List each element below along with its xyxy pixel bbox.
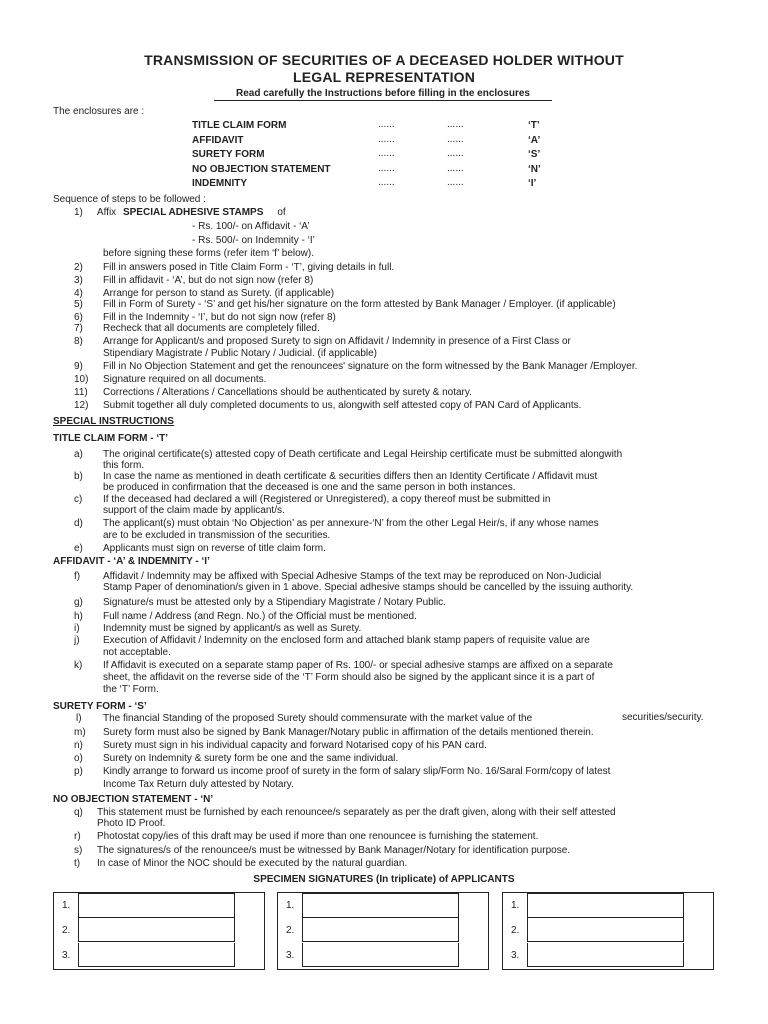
- item-text: Fill in answers posed in Title Claim Form - ‘T’, giving details in full.: [103, 262, 395, 273]
- signature-field[interactable]: [527, 918, 684, 942]
- item-text: Surety on Indemnity & surety form be one and the same individual.: [103, 753, 399, 764]
- enclosure-dots: ......: [378, 119, 395, 130]
- signature-row: [278, 893, 488, 918]
- item-text: If the deceased had declared a will (Registered or Unregistered), a copy thereof must be submitted in: [103, 494, 551, 505]
- surety-item-l: [76, 713, 82, 725]
- signature-row: [278, 943, 488, 968]
- item-text: Photostat copy/ies of this draft may be used if more than one renouncee is furnishing the statement.: [97, 831, 539, 842]
- step-1-sub-2: - Rs. 500/- on Indemnity - ‘I’: [192, 235, 315, 246]
- item-number: p): [74, 766, 83, 777]
- item-text: Kindly arrange to forward us income proof of surety in the form of salary slip/Form No. 16/Saral Form/copy of latest: [103, 766, 611, 777]
- surety-item-l-tail: securities/security.: [622, 712, 704, 723]
- signature-row: [278, 918, 488, 943]
- document-title-line2: LEGAL REPRESENTATION: [292, 69, 476, 85]
- item-text: are to be excluded in transmission of the securities.: [103, 530, 331, 541]
- item-text: Surety form must also be signed by Bank Manager/Notary public in affirmation of the details mentioned therein.: [103, 727, 594, 738]
- enclosure-dots: ......: [378, 162, 395, 174]
- item-text: Stipendiary Magistrate / Public Notary / Judicial. (if applicable): [103, 348, 378, 359]
- specimen-signatures-heading: SPECIMEN SIGNATURES (In triplicate) of APPLICANTS: [253, 874, 515, 885]
- signature-field[interactable]: [78, 893, 235, 918]
- enclosure-dots: ......: [378, 133, 395, 145]
- signature-box: [53, 892, 265, 970]
- step-number: 1): [74, 207, 83, 218]
- step-text-tail: of: [277, 207, 286, 218]
- surety-item-l-text: The financial Standing of the proposed Surety should commensurate with the market value of the: [103, 713, 533, 724]
- item-text: Fill in Form of Surety - ‘S’ and get his/her signature on the form attested by Bank Manager / Employer. (if applicable): [103, 299, 616, 310]
- enclosure-dots: ......: [378, 177, 395, 188]
- item-text: not acceptable.: [103, 647, 171, 658]
- item-text: Income Tax Return duly attested by Notary.: [103, 779, 294, 790]
- signature-field[interactable]: [78, 943, 235, 967]
- enclosure-dots: ......: [447, 148, 464, 159]
- item-text: Arrange for Applicant/s and proposed Surety to sign on Affidavit / Indemnity in presence of a First Class or: [103, 336, 571, 347]
- signature-field[interactable]: [527, 893, 684, 918]
- signature-row: [54, 893, 264, 918]
- item-number: l): [76, 713, 82, 724]
- item-number: 10): [74, 374, 89, 385]
- item-text: this form.: [103, 460, 145, 471]
- item-text: Submit together all duly completed documents to us, alongwith self attested copy of PAN Card of Applicants.: [103, 400, 582, 411]
- enclosure-dots: ......: [447, 133, 464, 145]
- item-text: Signature required on all documents.: [103, 374, 267, 385]
- signature-field[interactable]: [302, 918, 459, 942]
- item-text: Arrange for person to stand as Surety. (if applicable): [103, 288, 335, 299]
- enclosure-name: TITLE CLAIM FORM: [192, 120, 287, 131]
- item-text: support of the claim made by applicant/s.: [103, 505, 285, 516]
- affidavit-indemnity-heading: AFFIDAVIT - ‘A’ & INDEMNITY - ‘I’: [53, 556, 210, 567]
- item-number: q): [74, 807, 83, 818]
- title-claim-form-heading: TITLE CLAIM FORM - ‘T’: [53, 433, 168, 444]
- item-number: c): [74, 494, 83, 505]
- signature-number: 3.: [511, 950, 520, 961]
- item-text: Fill in affidavit - ‘A’, but do not sign now (refer 8): [103, 275, 314, 286]
- item-number: 5): [74, 299, 83, 310]
- item-text: Full name / Address (and Regn. No.) of the Official must be mentioned.: [103, 611, 417, 622]
- item-text: The applicant(s) must obtain ‘No Objection’ as per annexure-‘N’ from the other Legal Heir/s, if any whose names: [103, 518, 599, 529]
- item-text: In case of Minor the NOC should be executed by the natural guardian.: [97, 858, 408, 869]
- document-title-line1: TRANSMISSION OF SECURITIES OF A DECEASED HOLDER WITHOUT: [144, 52, 624, 68]
- signature-number: 1.: [511, 900, 520, 911]
- signature-row: [54, 943, 264, 968]
- surety-form-heading: SURETY FORM - ‘S’: [53, 701, 147, 712]
- item-number: e): [74, 543, 83, 554]
- item-number: b): [74, 471, 83, 482]
- item-text: Execution of Affidavit / Indemnity on the enclosed form and attached blank stamp papers of requisite value are: [103, 635, 590, 646]
- enclosure-dots: ......: [447, 162, 464, 174]
- signature-row: [503, 893, 713, 918]
- item-number: f): [74, 571, 81, 582]
- item-number: 11): [74, 387, 88, 398]
- item-text: Applicants must sign on reverse of title claim form.: [103, 543, 326, 554]
- signature-field[interactable]: [527, 943, 684, 967]
- item-number: g): [74, 597, 83, 608]
- item-number: 7): [74, 323, 83, 334]
- item-text: In case the name as mentioned in death certificate & securities differs then an Identity Certificate / Affidavit must: [103, 471, 598, 482]
- enclosure-name: NO OBJECTION STATEMENT: [192, 163, 331, 175]
- enclosure-dots: ......: [378, 148, 395, 159]
- enclosure-dots: ......: [447, 119, 464, 130]
- item-number: d): [74, 518, 83, 529]
- item-text: Corrections / Alterations / Cancellations should be authenticated by surety & notary.: [103, 387, 472, 398]
- item-text: The original certificate(s) attested copy of Death certificate and Legal Heirship certificate must be submitted alongwith: [103, 449, 623, 460]
- item-number: r): [74, 831, 81, 842]
- steps-intro: Sequence of steps to be followed :: [53, 194, 206, 205]
- enclosures-intro: The enclosures are :: [53, 106, 145, 117]
- special-instructions-heading: SPECIAL INSTRUCTIONS: [53, 416, 174, 427]
- item-text: This statement must be furnished by each renouncee/s separately as per the draft given, along with their self attested: [97, 807, 616, 818]
- enclosure-code: ‘N’: [528, 163, 541, 175]
- item-text: If Affidavit is executed on a separate stamp paper of Rs. 100/- or special adhesive stamps are affixed on a separate: [103, 660, 613, 671]
- item-number: k): [74, 660, 83, 671]
- no-objection-heading: NO OBJECTION STATEMENT - ‘N’: [53, 794, 214, 805]
- signature-field[interactable]: [302, 893, 459, 918]
- enclosure-name: AFFIDAVIT: [192, 134, 244, 146]
- signature-field[interactable]: [302, 943, 459, 967]
- signature-field[interactable]: [78, 918, 235, 942]
- signature-number: 2.: [62, 925, 71, 936]
- signature-number: 3.: [62, 950, 71, 961]
- enclosure-code: ‘S’: [528, 149, 541, 160]
- item-number: n): [74, 740, 83, 751]
- item-text: Recheck that all documents are completely filled.: [103, 323, 320, 334]
- item-text: Fill in No Objection Statement and get the renouncees' signature on the form witnessed by the Bank Manager /Employer.: [103, 361, 638, 372]
- item-number: t): [74, 858, 81, 869]
- item-text: Indemnity must be signed by applicant/s as well as Surety.: [103, 623, 362, 634]
- signature-number: 2.: [286, 925, 295, 936]
- item-number: o): [74, 753, 83, 764]
- item-number: j): [74, 635, 80, 646]
- item-number: 3): [74, 275, 83, 286]
- item-number: 12): [74, 400, 89, 411]
- signature-number: 3.: [286, 950, 295, 961]
- step-1-sub-1: - Rs. 100/- on Affidavit - ‘A’: [192, 221, 310, 232]
- item-number: m): [74, 727, 86, 738]
- item-text: Fill in the Indemnity - ‘I’, but do not sign now (refer 8): [103, 312, 336, 323]
- item-text: Signature/s must be attested only by a Stipendiary Magistrate / Notary Public.: [103, 597, 446, 608]
- item-number: h): [74, 611, 83, 622]
- step-1-tail: before signing these forms (refer item ‘f’ below).: [103, 248, 315, 259]
- item-text: The signatures/s of the renouncee/s must be witnessed by Bank Manager/Notary for identification purpose.: [97, 845, 571, 856]
- enclosure-name: SURETY FORM: [192, 149, 265, 160]
- item-text: sheet, the affidavit on the reverse side of the ‘T’ Form should also be signed by the applicant since it is a part of: [103, 672, 595, 683]
- enclosure-code: ‘A’: [528, 134, 541, 146]
- item-text: the ‘T’ Form.: [103, 684, 159, 695]
- item-number: 4): [74, 288, 83, 299]
- item-text: Affidavit / Indemnity may be affixed with Special Adhesive Stamps of the text may be reproduced on Non-Judicial: [103, 571, 602, 582]
- signature-number: 1.: [286, 900, 295, 911]
- enclosure-code: ‘T’: [528, 120, 540, 131]
- item-number: s): [74, 845, 83, 856]
- enclosure-code: ‘I’: [528, 178, 537, 189]
- step-1: [74, 207, 286, 219]
- item-number: 9): [74, 361, 83, 372]
- item-number: 8): [74, 336, 83, 347]
- signature-row: [503, 918, 713, 943]
- document-subtitle: Read carefully the Instructions before filling in the enclosures: [214, 88, 552, 101]
- item-number: i): [74, 623, 80, 634]
- signature-number: 1.: [62, 900, 71, 911]
- item-text: be produced in confirmation that the deceased is one and the same person in both instances.: [103, 482, 516, 493]
- item-text: Stamp Paper of denomination/s given in 1 above. Special adhesive stamps should be cancelled by the issuing authority.: [103, 582, 634, 593]
- enclosure-name: INDEMNITY: [192, 178, 247, 189]
- signature-box: [502, 892, 714, 970]
- signature-row: [54, 918, 264, 943]
- item-text: Surety must sign in his individual capacity and forward Notarised copy of his PAN card.: [103, 740, 487, 751]
- item-number: a): [74, 449, 83, 460]
- signature-number: 2.: [511, 925, 520, 936]
- signature-row: [503, 943, 713, 968]
- item-number: 6): [74, 312, 83, 323]
- enclosure-dots: ......: [447, 177, 464, 188]
- step-text-bold: SPECIAL ADHESIVE STAMPS: [122, 207, 264, 218]
- signature-box: [277, 892, 489, 970]
- item-text: Photo ID Proof.: [97, 818, 166, 829]
- item-number: 2): [74, 262, 83, 273]
- step-text: Affix: [96, 207, 117, 218]
